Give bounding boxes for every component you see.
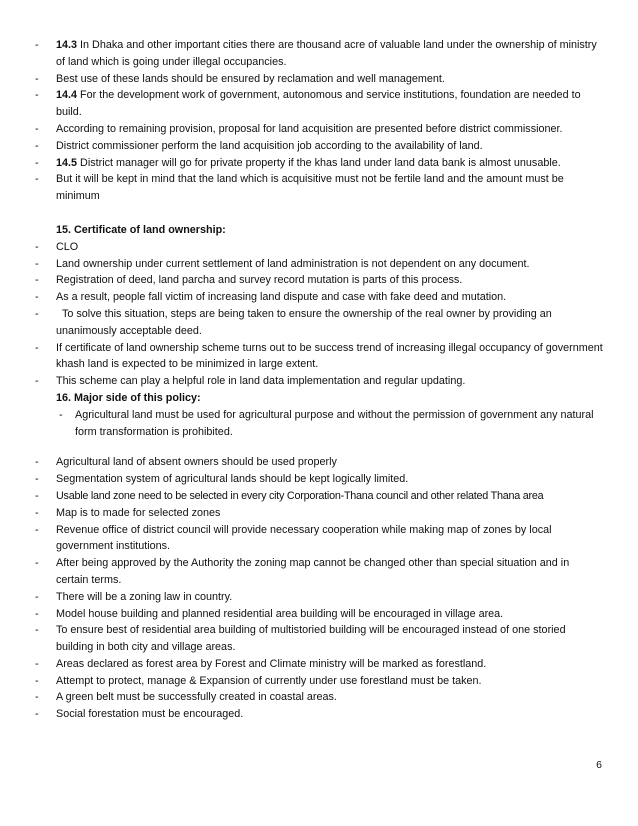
bullet-dash: -: [35, 489, 39, 502]
list-item: [0, 121, 638, 138]
list-item-text: According to remaining provision, proposal for land acquisition are presented before district commissioner.: [56, 122, 563, 135]
bullet-dash: -: [35, 257, 39, 270]
list-item-text: Model house building and planned residential area building will be encouraged in village area.: [56, 607, 504, 620]
clause-number: 14.4: [56, 89, 78, 102]
list-item-text: As a result, people fall victim of increasing land dispute and case with fake deed and mutation.: [56, 291, 507, 304]
list-item: [0, 706, 638, 723]
list-item: [0, 306, 638, 340]
bullet-dash: -: [35, 523, 39, 536]
list-item: [0, 37, 638, 71]
bullet-dash: -: [35, 139, 39, 152]
bullet-dash: -: [35, 657, 39, 670]
list-item: [0, 289, 638, 306]
list-item-text: Land ownership under current settlement of land administration is not dependent on any document.: [56, 257, 530, 270]
bullet-dash: -: [35, 590, 39, 603]
list-item-text: But it will be kept in mind that the land which is acquisitive must not be fertile land and the amount must be minimum: [56, 173, 564, 203]
section-heading: 16. Major side of this policy:: [56, 391, 201, 404]
list-item: [0, 522, 638, 556]
clause-number: 14.3: [56, 39, 78, 51]
list-item-text: To ensure best of residential area building of multistoried building will be encouraged instead of one storied building in both city and village areas.: [56, 624, 566, 654]
bullet-dash: -: [35, 341, 39, 354]
list-item: [0, 673, 638, 690]
bullet-dash: -: [35, 473, 39, 486]
list-item: [0, 138, 638, 155]
list-item-text: Map is to made for selected zones: [56, 506, 221, 519]
list-item-text: A green belt must be successfully created in coastal areas.: [56, 691, 337, 704]
list-item-text: Attempt to protect, manage & Expansion of currently under use forestland must be taken.: [56, 674, 482, 687]
list-item-text: Agricultural land of absent owners should be used properly: [56, 456, 337, 469]
bullet-dash: -: [35, 39, 39, 51]
list-item-text: If certificate of land ownership scheme turns out to be success trend of increasing illegal occupancy of government khash land is expected to be minimized in large extent.: [56, 341, 603, 371]
list-item-text: For the development work of government, autonomous and service institutions, foundation are needed to build.: [56, 89, 581, 119]
bullet-dash: -: [35, 274, 39, 287]
bullet-dash: -: [35, 624, 39, 637]
list-item: [0, 555, 638, 589]
spacer: [0, 205, 638, 222]
list-item: [0, 256, 638, 273]
list-item: [0, 471, 638, 488]
bullet-dash: -: [35, 375, 39, 388]
list-item: [0, 407, 638, 441]
list-item-text: In Dhaka and other important cities there are thousand acre of valuable land under the ownership of ministry of land which is going under illegal occupancies.: [56, 39, 597, 68]
page-number: 6: [596, 759, 602, 771]
bullet-dash: -: [59, 408, 63, 421]
list-item: [0, 239, 638, 256]
bullet-dash: -: [35, 291, 39, 304]
spacer: [0, 440, 638, 454]
list-item: [0, 622, 638, 656]
list-item: [0, 171, 638, 205]
list-item-text: CLO: [56, 240, 79, 253]
list-item: [0, 505, 638, 522]
bullet-dash: -: [35, 173, 39, 186]
list-item: [0, 488, 638, 505]
list-item-text: Usable land zone need to be selected in every city Corporation-Thana council and other related Thana area: [56, 489, 544, 502]
list-item-text: District commissioner perform the land acquisition job according to the availability of land.: [56, 139, 483, 152]
list-item-text: After being approved by the Authority the zoning map cannot be changed other than special situation and in certain terms.: [56, 557, 570, 586]
list-item-text: Agricultural land must be used for agricultural purpose and without the permission of government any natural form transformation is prohibited.: [75, 408, 594, 438]
bullet-dash: -: [35, 456, 39, 469]
list-item-text: There will be a zoning law in country.: [56, 590, 233, 603]
bullet-dash: -: [35, 240, 39, 253]
section-heading: 15. Certificate of land ownership:: [56, 223, 226, 236]
list-item-text: This scheme can play a helpful role in land data implementation and regular updating.: [56, 375, 466, 388]
list-item: [0, 373, 638, 390]
list-item: [0, 71, 638, 88]
list-item: [0, 689, 638, 706]
bullet-dash: -: [35, 708, 39, 721]
list-item: [0, 155, 638, 172]
bullet-dash: -: [35, 691, 39, 704]
bullet-dash: -: [35, 607, 39, 620]
list-item-text: Best use of these lands should be ensured by reclamation and well management.: [56, 72, 445, 85]
bullet-dash: -: [35, 557, 39, 570]
bullet-dash: -: [35, 89, 39, 102]
clause-number: 14.5: [56, 156, 78, 169]
list-item-text: Areas declared as forest area by Forest and Climate ministry will be marked as forestland.: [56, 657, 487, 670]
list-item-text: Registration of deed, land parcha and survey record mutation is parts of this process.: [56, 274, 463, 287]
list-item: [0, 340, 638, 374]
bullet-dash: -: [35, 156, 39, 169]
list-item-text: Segmentation system of agricultural lands should be kept logically limited.: [56, 473, 409, 486]
list-item-text: Revenue office of district council will provide necessary cooperation while making map of zones by local government institutions.: [56, 523, 552, 553]
list-item: [0, 606, 638, 623]
list-item: [0, 656, 638, 673]
bullet-dash: -: [35, 506, 39, 519]
bullet-dash: -: [35, 674, 39, 687]
bullet-dash: -: [35, 72, 39, 85]
list-item: [0, 454, 638, 471]
bullet-dash: -: [35, 122, 39, 135]
list-item-text: Social forestation must be encouraged.: [56, 708, 244, 721]
list-item: [0, 87, 638, 121]
list-item: [0, 589, 638, 606]
list-item-text: To solve this situation, steps are being taken to ensure the ownership of the real owner by providing an unanimously acceptable deed.: [56, 307, 555, 337]
bullet-dash: -: [35, 307, 39, 320]
list-item-text: District manager will go for private property if the khas land under land data bank is almost unusable.: [77, 156, 561, 169]
list-item: [0, 272, 638, 289]
